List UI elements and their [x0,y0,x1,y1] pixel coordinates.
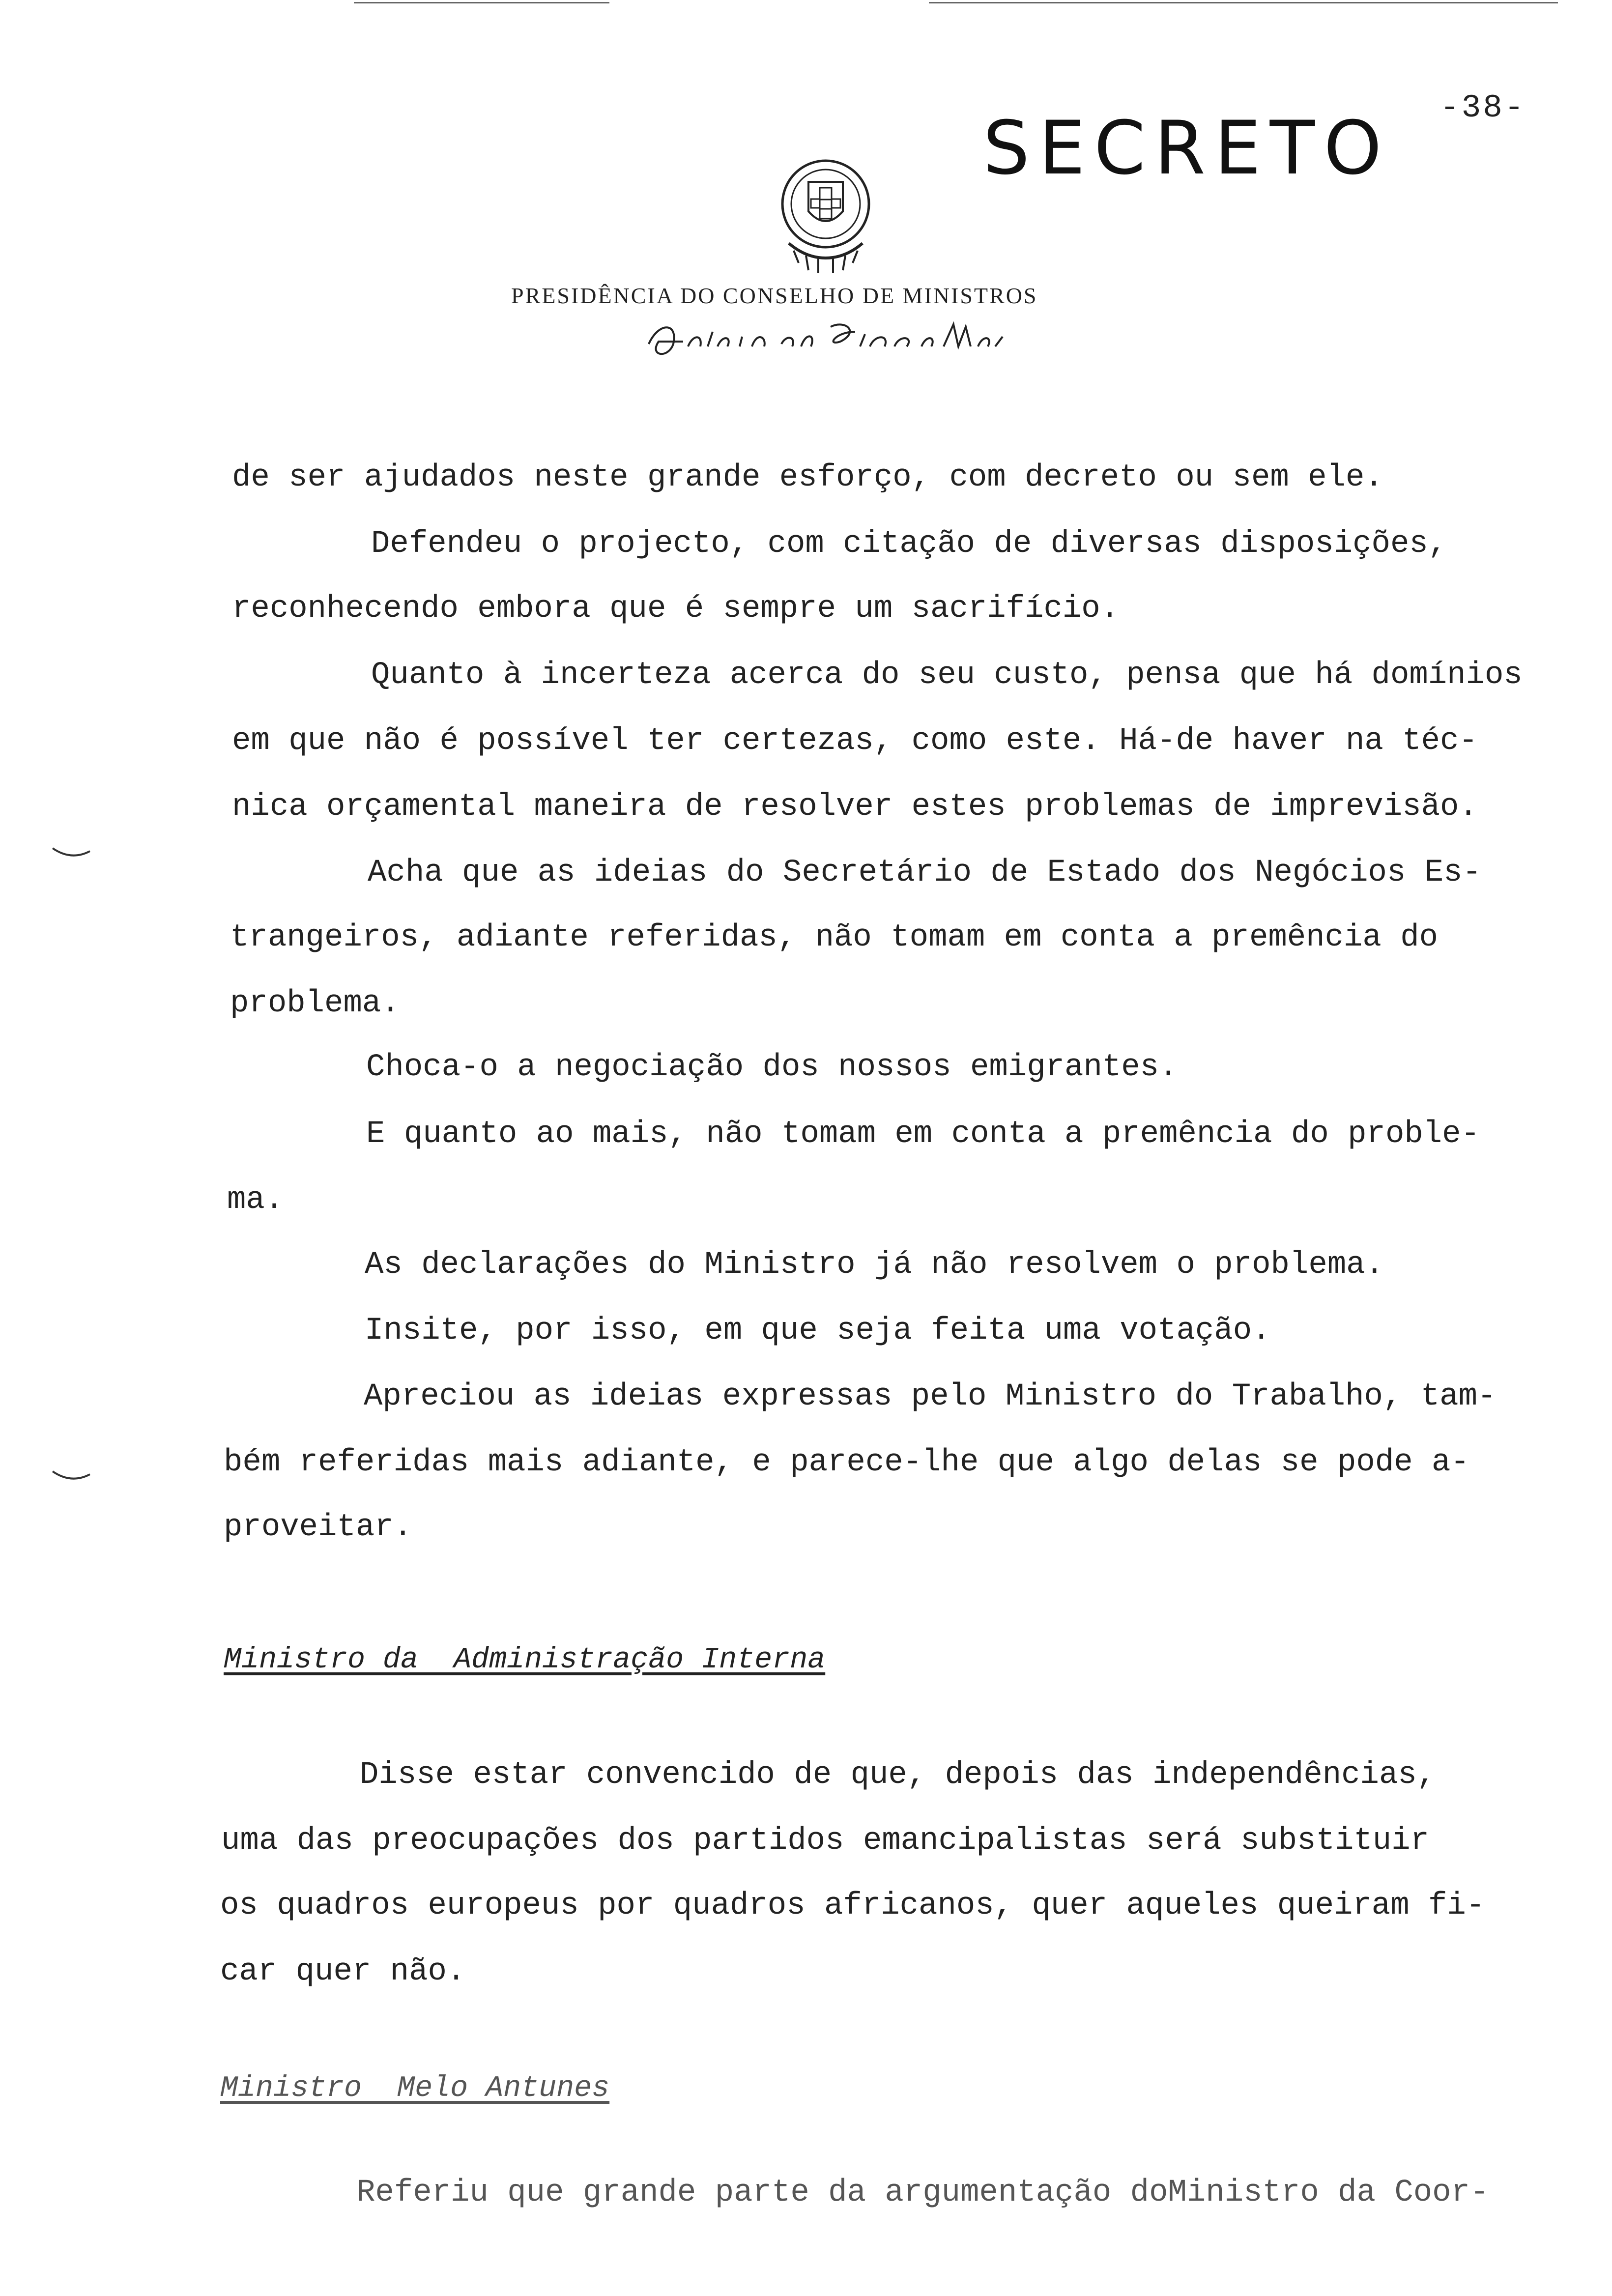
section-heading: Ministro da Administração Interna [224,1643,826,1677]
body-line: problema. [230,986,400,1021]
body-line: Quanto à incerteza acerca do seu custo, pensa que há domínios [371,658,1523,693]
body-line: em que não é possível ter certezas, como este. Há-de haver na téc- [232,723,1478,759]
body-line: uma das preocupações dos partidos emancipalistas será substituir [221,1823,1429,1859]
body-line: de ser ajudados neste grande esforço, com decreto ou sem ele. [232,460,1383,495]
margin-mark [52,846,91,858]
section-heading: Ministro Melo Antunes [220,2072,610,2105]
page-number: -38- [1440,89,1526,126]
body-line: trangeiros, adiante referidas, não tomam em conta a premência do [230,920,1438,955]
body-line: Disse estar convencido de que, depois das independências, [360,1757,1436,1793]
top-rule-right [929,2,1558,3]
classification-stamp: SECRETO [983,106,1391,191]
body-line: reconhecendo embora que é sempre um sacrifício. [232,591,1120,627]
body-line: Referiu que grande parte da argumentação doMinistro da Coor- [356,2175,1489,2210]
body-line: Insite, por isso, em que seja feita uma votação. [365,1313,1271,1349]
body-line: Apreciou as ideias expressas pelo Ministro do Trabalho, tam- [364,1379,1497,1414]
body-line: car quer não. [220,1954,466,1989]
body-line: Defendeu o projecto, com citação de diversas disposições, [371,526,1447,562]
body-line: As declarações do Ministro já não resolvem o problema. [365,1247,1384,1283]
body-line: E quanto ao mais, não tomam em conta a premência do proble- [366,1117,1480,1152]
institution-name: PRESIDÊNCIA DO CONSELHO DE MINISTROS [511,283,1038,308]
body-line: Choca-o a negociação dos nossos emigrantes. [366,1050,1178,1085]
body-line: Acha que as ideias do Secretário de Estado dos Negócios Es- [368,855,1481,890]
top-rule-left [354,2,609,3]
cabinet-signature-script [639,317,1012,361]
body-line: os quadros europeus por quadros africanos, quer aqueles queiram fi- [220,1888,1485,1923]
body-line: proveitar. [224,1510,413,1545]
margin-mark [52,1469,91,1481]
coat-of-arms-icon [769,152,882,275]
body-line: ma. [227,1182,284,1218]
body-line: bém referidas mais adiante, e parece-lhe que algo delas se pode a- [224,1445,1469,1480]
body-line: nica orçamental maneira de resolver estes problemas de imprevisão. [232,789,1478,825]
